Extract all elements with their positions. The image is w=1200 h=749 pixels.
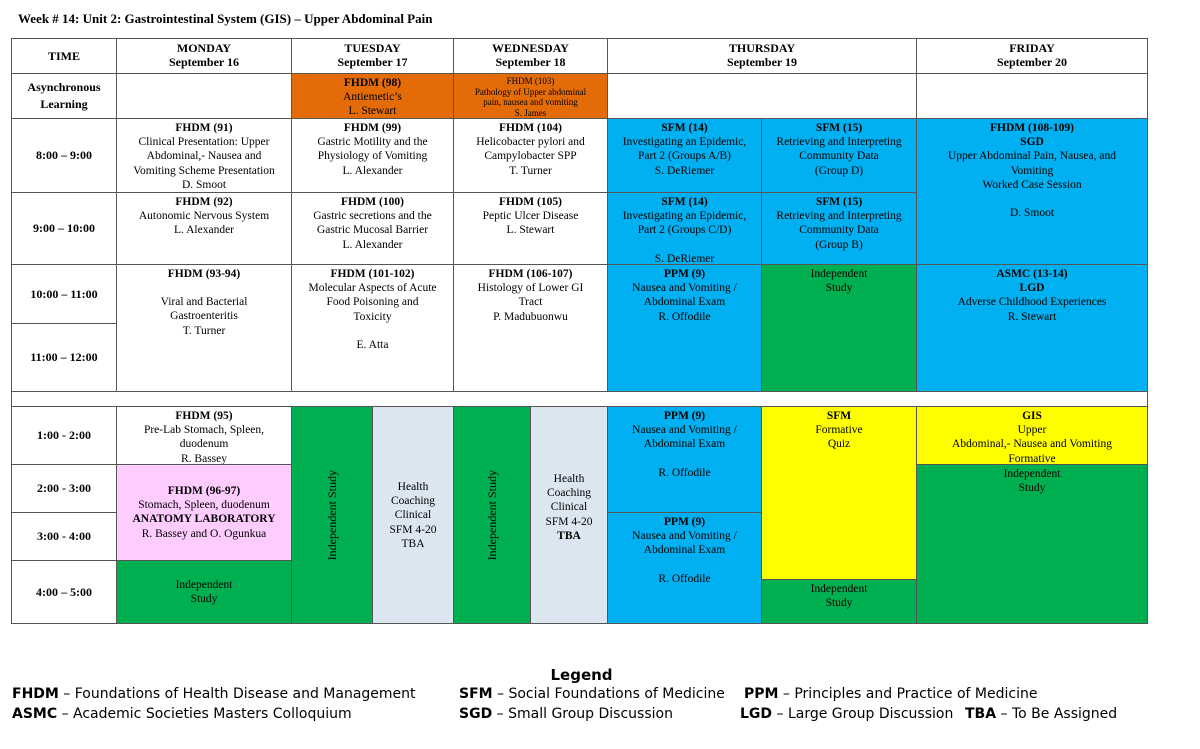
async-wednesday [453,73,608,119]
independent-study-label: Independent Study [485,469,499,561]
course-title: Health [553,473,585,485]
course-code: PPM (9) [663,268,706,280]
course-code: SFM (14) [661,122,708,134]
thu-b-p1 [761,406,917,580]
group-label: (Group B) [815,238,863,251]
course-code: SFM 4-20 [545,515,593,528]
course-title: Vomiting Scheme Presentation [133,164,275,177]
header-friday [916,38,1148,74]
async-thursday [607,73,917,119]
independent-study-label: Independent Study [325,469,339,561]
course-title: Nausea and Vomiting / [632,530,737,543]
course-title: Formative [815,424,863,437]
wed-independent [453,406,531,624]
time-label: 1:00 - 2:00 [37,428,91,443]
wed-health-coaching [530,406,608,624]
course-code: SFM 4-20 [389,523,437,536]
course-title: Gastric Mucosal Barrier [316,224,429,237]
location-label: TBA [557,529,581,542]
header-monday [116,38,292,74]
course-code: PPM (9) [663,410,706,422]
fri-10 [916,264,1148,392]
legend-abbr: SGD [459,706,493,722]
day-date: September 17 [337,55,408,69]
instructor: R. Offodile [658,572,711,585]
time-11 [11,323,117,392]
legend-abbr: SFM [459,686,493,702]
time-label: 9:00 – 10:00 [33,221,95,236]
course-title: Stomach, Spleen, duodenum [138,499,270,512]
legend-desc: Social Foundations of Medicine [508,686,725,702]
course-code: FHDM (92) [175,196,233,208]
course-code: FHDM (99) [343,122,402,134]
course-code: FHDM (98) [343,77,402,89]
course-title: Food Poisoning and [326,296,419,309]
course-code: FHDM (103) [506,76,555,86]
course-title: Clinical [550,501,588,514]
course-title: Community Data [799,150,879,163]
session-type: SGD [1020,136,1044,149]
course-title: Autonomic Nervous System [138,210,270,223]
independent-study-label: Study [1018,482,1046,495]
course-code: FHDM (108-109) [990,122,1074,134]
thu-a-p1 [607,406,762,513]
async-monday [116,73,292,119]
thu-a-p3 [607,512,762,624]
course-title: Adverse Childhood Experiences [957,296,1107,309]
instructor: S. James [514,107,547,118]
course-title: Toxicity [353,310,392,323]
time-label: 11:00 – 12:00 [30,350,98,365]
instructor: R. Bassey [181,452,227,465]
course-title: Investigating an Epidemic, [622,210,747,223]
independent-study-label: Study [825,597,853,610]
independent-study-label: Independent [1003,468,1061,480]
time-label: 3:00 - 4:00 [37,529,91,544]
instructor: T. Turner [509,164,552,177]
wed-9 [453,192,608,265]
course-code: PPM (9) [663,516,706,528]
mon-p1 [116,406,292,465]
instructor: R. Offodile [658,466,711,479]
independent-study-label: Independent [810,583,868,595]
time-label: 2:00 - 3:00 [37,481,91,496]
time-label: 10:00 – 11:00 [30,286,98,301]
legend-item-asmc [12,706,352,722]
course-title: Clinical [394,509,432,522]
instructor: L. Alexander [173,224,235,237]
course-title: Peptic Ulcer Disease [482,210,579,223]
independent-study-label: Independent [810,268,868,280]
thu-a-8 [607,118,762,193]
course-title: Molecular Aspects of Acute [308,282,437,295]
course-code: FHDM (105) [499,196,562,208]
page-title: Week # 14: Unit 2: Gastrointestinal System (GIS) – Upper Abdominal Pain [18,11,433,26]
time-10 [11,264,117,324]
course-title: Antiemetic’s [343,91,402,104]
instructor: L. Alexander [342,238,403,251]
course-code: SFM (15) [815,196,863,208]
legend-item-sgd [459,706,673,722]
thu-b-8 [761,118,917,193]
thu-b-9 [761,192,917,265]
legend-item-tba [965,706,1117,722]
legend-separator: – [57,706,74,722]
legend-abbr: TBA [965,706,997,722]
legend-desc: Academic Societies Masters Colloquium [73,706,352,722]
course-code: FHDM (95) [175,410,233,422]
mon-9 [116,192,292,265]
legend-desc: Large Group Discussion [787,706,954,722]
course-title: Abdominal,- Nausea and Vomiting [952,438,1112,451]
course-code: SFM [826,410,852,422]
header-tuesday [291,38,454,74]
time-4 [11,560,117,624]
instructor: D. Smoot [1009,207,1055,220]
course-title: Gastric secretions and the [313,210,432,223]
instructor: L. Stewart [506,224,555,237]
course-title: Upper Abdominal Pain, Nausea, and [948,150,1116,163]
instructor: R. Offodile [658,310,711,323]
tue-8 [291,118,454,193]
mon-p4 [116,560,292,624]
course-title: Abdominal Exam [643,438,726,451]
course-title: Gastric Motility and the [317,136,428,149]
legend-abbr: LGD [740,706,773,722]
legend-desc: Small Group Discussion [508,706,673,722]
course-title: Abdominal Exam [643,544,726,557]
time-1 [11,406,117,465]
thu-b-10 [761,264,917,392]
time-label: Learning [40,97,88,111]
course-title: Vomiting [1010,164,1054,177]
course-title: Nausea and Vomiting / [632,282,737,295]
async-friday [916,73,1148,119]
day-name: FRIDAY [1009,41,1055,55]
legend-abbr: ASMC [12,706,58,722]
tue-independent [291,406,373,624]
instructor: E. Atta [356,338,389,351]
course-title: Upper [1017,424,1047,437]
course-code: FHDM (100) [341,196,404,208]
thu-a-10 [607,264,762,392]
instructor: L. Alexander [342,164,403,177]
course-title: Investigating an Epidemic, [622,136,747,149]
course-code: FHDM (106-107) [488,268,573,280]
instructor: R. Stewart [1007,310,1057,323]
legend-desc: Principles and Practice of Medicine [794,686,1038,702]
legend-item-sfm [459,686,725,702]
thu-a-9 [607,192,762,265]
instructor: T. Turner [182,324,226,337]
legend-item-fhdm [12,686,416,702]
course-code: FHDM (101-102) [330,268,415,280]
course-code: SFM (14) [661,196,708,208]
course-title: Abdominal Exam [643,296,726,309]
thu-b-p4 [761,579,917,624]
instructor: P. Madubuonwu [493,310,568,323]
fri-p2 [916,464,1148,624]
day-date: September 19 [726,55,798,69]
async-tuesday [291,73,454,119]
course-title: Helicobacter pylori and [476,136,585,149]
course-title: Pre-Lab Stomach, Spleen, [143,424,265,437]
legend-item-lgd [740,706,953,722]
legend-separator: – [772,706,788,722]
day-name: WEDNESDAY [492,41,569,55]
course-title: Pathology of Upper abdominal [474,86,587,97]
course-title: pain, nausea and vomiting [483,97,578,107]
course-title: Tract [518,296,543,309]
course-title: Campylobacter SPP [484,150,577,163]
course-title: Part 2 (Groups C/D) [637,224,732,237]
legend-desc: To Be Assigned [1011,706,1118,722]
course-title: Health [397,481,429,493]
legend-abbr: FHDM [12,686,59,702]
legend-title: Legend [550,666,613,684]
course-code: FHDM (104) [499,122,562,134]
location-label: TBA [401,537,425,550]
course-title: Worked Case Session [982,178,1082,191]
day-name: THURSDAY [728,41,796,55]
group-label: (Group D) [814,164,864,177]
independent-study-label: Study [190,593,218,606]
day-date: September 16 [168,55,240,69]
mon-8 [116,118,292,193]
wed-8 [453,118,608,193]
time-label: 4:00 – 5:00 [36,584,92,599]
header-thursday [607,38,917,74]
course-title: Retrieving and Interpreting [776,136,902,149]
instructor: D. Smoot [181,178,227,191]
course-code: SFM (15) [815,122,863,134]
legend-separator: – [778,686,795,702]
course-code: FHDM (96-97) [167,485,241,497]
tue-health-coaching [372,406,454,624]
mon-10 [116,264,292,392]
time-async [11,73,117,119]
course-title: Physiology of Vomiting [317,150,428,163]
course-title: Gastroenteritis [170,310,238,323]
fri-8 [916,118,1148,265]
course-title: Coaching [390,495,436,508]
course-title: Histology of Lower GI [477,282,584,295]
independent-study-label: Study [825,282,853,295]
course-title: Quiz [827,438,851,451]
course-title: Abdominal,- Nausea and [146,150,262,163]
course-title: Clinical Presentation: Upper [138,136,270,149]
legend-separator: – [58,686,75,702]
instructor: R. Bassey and O. Ogunkua [141,527,267,540]
time-8 [11,118,117,193]
wed-10 [453,264,608,392]
legend-desc: Foundations of Health Disease and Management [74,686,416,702]
time-label: 8:00 – 9:00 [36,148,92,163]
time-3 [11,512,117,561]
lab-label: ANATOMY LABORATORY [132,513,276,526]
course-code: FHDM (91) [175,122,233,134]
course-title: Formative [1008,452,1056,465]
legend-item-ppm [744,686,1037,702]
time-9 [11,192,117,265]
instructor: S. DeRiemer [654,252,715,265]
time-label: Asynchronous [27,80,101,94]
lunch-gap [11,391,1148,407]
tue-9 [291,192,454,265]
session-type: LGD [1019,282,1045,295]
instructor: L. Stewart [348,105,397,118]
fri-p1 [916,406,1148,465]
day-name: MONDAY [176,41,232,55]
independent-study-label: Independent [175,579,233,591]
course-title: Nausea and Vomiting / [632,424,737,437]
mon-p2 [116,464,292,561]
legend-abbr: PPM [744,686,779,702]
course-title: Community Data [799,224,879,237]
course-title: duodenum [179,438,229,451]
day-name: TUESDAY [344,41,401,55]
day-date: September 18 [495,55,566,69]
course-code: ASMC (13-14) [996,268,1068,280]
header-wednesday [453,38,608,74]
time-2 [11,464,117,513]
day-date: September 20 [996,55,1068,69]
instructor: S. DeRiemer [654,164,715,177]
tue-10 [291,264,454,392]
course-code: GIS [1022,410,1042,422]
legend-separator: – [492,686,509,702]
legend-separator: – [492,706,509,722]
course-title: Part 2 (Groups A/B) [638,150,731,163]
course-title: Viral and Bacterial [160,296,248,309]
course-title: Coaching [546,487,592,500]
legend-separator: – [996,706,1012,722]
time-label: TIME [47,49,80,63]
course-title: Retrieving and Interpreting [776,210,902,223]
course-code: FHDM (93-94) [167,268,241,280]
header-time [11,38,117,74]
